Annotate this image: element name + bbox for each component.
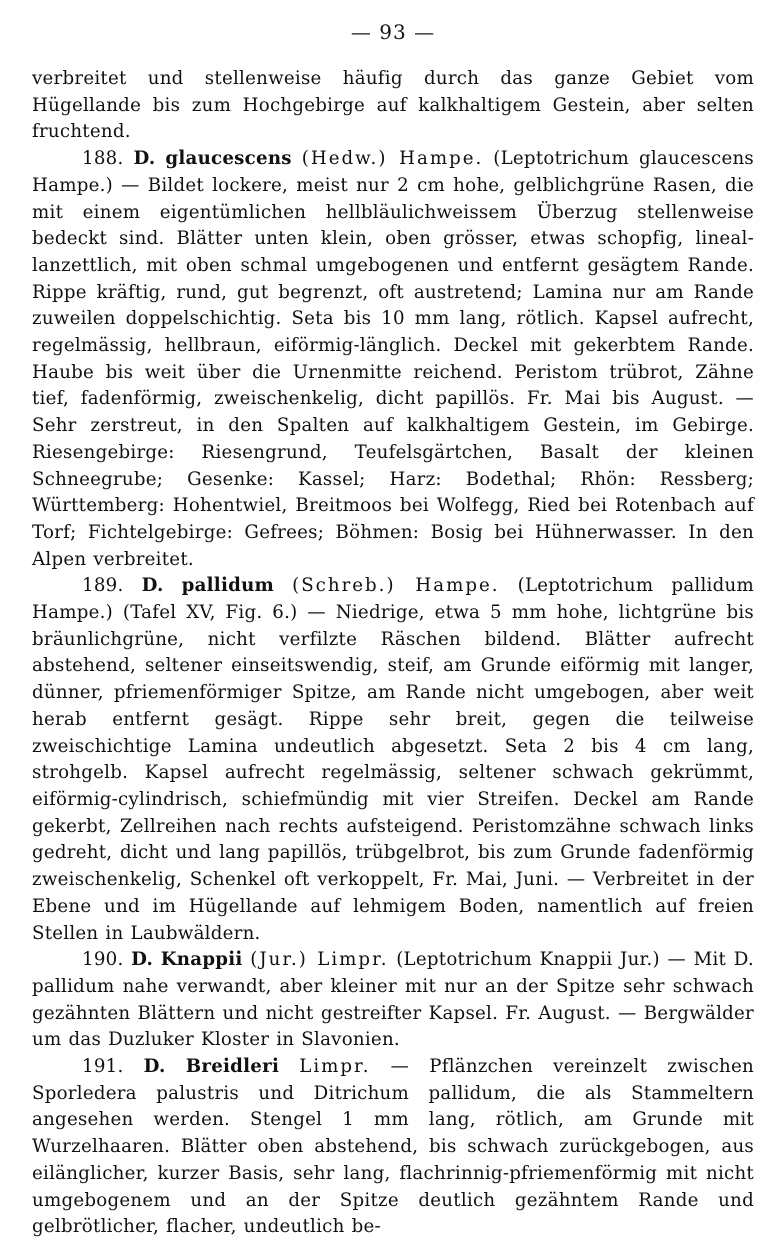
intro-paragraph: verbreitet und stellenweise häufig durch das ganze Gebiet vom Hügellande bis zum Hochgebirge auf kalkhaltigem Gestein, aber selten fruchtend. [32, 68, 754, 143]
entry-number: 191. [82, 1056, 124, 1078]
entry-description: (Leptotrichum pallidum Hampe.) (Tafel XV, Fig. 6.) — Niedrige, etwa 5 mm hohe, lichtgrüne bis bräunlichgrüne, nicht verfilzte Räschen bildend. Blätter aufrecht abstehend, seltener einseitswendig, steif, am Grunde eiförmig mit langer, dünner, pfriemenförmiger Spitze, am Rande nicht umgebogen, aber weit herab entfernt gesägt. Rippe sehr breit, gegen die teilweise zweischichtige Lamina undeutlich abgesetzt. Seta 2 bis 4 cm lang, strohgelb. Kapsel aufrecht regelmässig, seltener schwach gekrümmt, eiförmig-cylindrisch, schiefmündig mit vier Streifen. Deckel am Rande gekerbt, Zellreihen nach rechts aufsteigend. Peristomzähne schwach links gedreht, dicht und lang papillös, trübgelbrot, bis zum Grunde fadenförmig zweischenkelig, Schenkel oft verkoppelt, Fr. Mai, Juni. — Verbreitet in der Ebene und im Hügellande auf lehmigem Boden, namentlich auf freien Stellen in Laubwäldern. [32, 575, 754, 944]
author-citation: (Schreb.) Hampe. [292, 575, 500, 597]
entry-description: (Leptotrichum glaucescens Hampe.) — Bildet lockere, meist nur 2 cm hohe, gelblichgrüne Rasen, die mit einem eigentümlichen hellbläulichweissem Überzug stellenweise bedeckt sind. Blätter unten klein, oben grösser, etwas schopfig, lineal-lanzettlich, mit oben schmal umgebogenen und entfernt gesägtem Rande. Rippe kräftig, rund, gut begrenzt, oft austretend; Lamina nur am Rande zuweilen doppelschichtig. Seta bis 10 mm lang, rötlich. Kapsel aufrecht, regelmässig, hellbraun, eiförmig-länglich. Deckel mit gekerbtem Rande. Haube bis weit über die Urnenmitte reichend. Peristom trübrot, Zähne tief, fadenförmig, zweischenkelig, dicht papillös. Fr. Mai bis August. — Sehr zerstreut, in den Spalten auf kalkhaltigem Gestein, im Gebirge. Riesengebirge: Riesengrund, Teufelsgärtchen, Basalt der kleinen Schneegrube; Gesenke: Kassel; Harz: Bodethal; Rhön: Ressberg; Württemberg: Hohentwiel, Breitmoos bei Wolfegg, Ried bei Rotenbach auf Torf; Fichtelgebirge: Gefrees; Böhmen: Bosig bei Hühnerwasser. In den Alpen verbreitet. [32, 148, 754, 570]
entry-number: 190. [82, 949, 124, 971]
entry-description: — Pflänzchen vereinzelt zwischen Sporledera palustris und Ditrichum pallidum, die als Stammeltern angesehen werden. Stengel 1 mm lang, rötlich, am Grunde mit Wurzelhaaren. Blätter oben abstehend, bis schwach zurückgebogen, aus eilänglicher, kurzer Basis, sehr lang, flachrinnig-pfriemenförmig mit nicht umgebogenem und an der Spitze deutlich gezähntem Rande und gelbrötlicher, flacher, undeutlich be- [32, 1056, 754, 1238]
species-entry-189 [32, 573, 754, 947]
species-entry-190 [32, 947, 754, 1054]
species-name: Knappii [160, 949, 243, 971]
entry-number: 188. [82, 148, 124, 170]
author-citation: Limpr. [299, 1056, 371, 1078]
author-citation: (Jur.) Limpr. [250, 949, 389, 971]
book-page [32, 20, 754, 1241]
entry-number: 189. [82, 575, 124, 597]
page-body [32, 66, 754, 1241]
genus-abbrev: D. [141, 575, 164, 597]
entry-description: (Leptotrichum Knappii Jur.) — Mit D. pallidum nahe verwandt, aber kleiner mit nur an der Spitze sehr schwach gezähnten Blättern und nicht gestreifter Kapsel. Fr. August. — Bergwälder um das Duzluker Kloster in Slavonien. [32, 949, 754, 1051]
species-name: pallidum [181, 575, 275, 597]
species-name: glaucescens [165, 148, 292, 170]
species-entry-188 [32, 146, 754, 573]
author-citation: (Hedw.) Hampe. [301, 148, 484, 170]
genus-abbrev: D. [143, 1056, 166, 1078]
genus-abbrev: D. [133, 148, 156, 170]
species-entry-191 [32, 1054, 754, 1241]
page-number: — 93 — [350, 20, 436, 44]
species-name: Breidleri [185, 1056, 280, 1078]
genus-abbrev: D. [131, 949, 154, 971]
